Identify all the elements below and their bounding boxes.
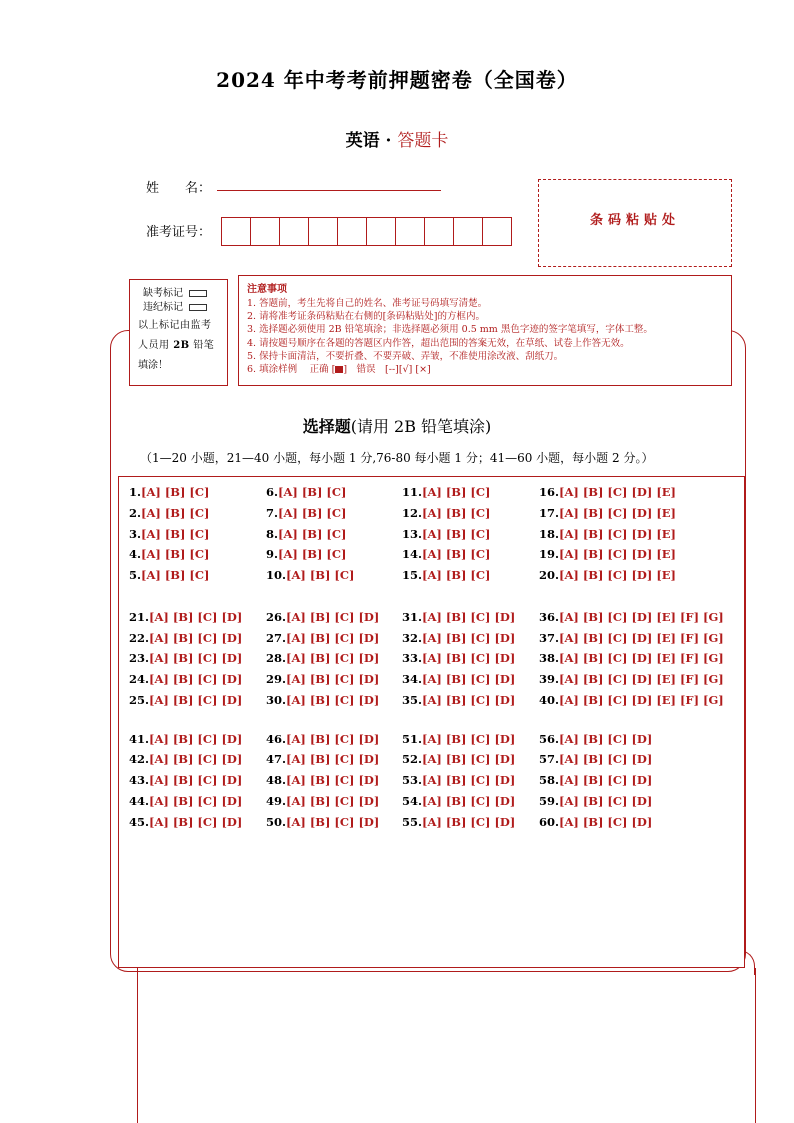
section-subtitle: （1—20 小题，21—40 小题，每小题 1 分,76-80 每小题 1 分；41—60 小题，每小题 2 分。）	[140, 451, 654, 465]
answer-options[interactable]: [A] [B] [C] [D]	[559, 815, 653, 829]
question-item[interactable]	[266, 631, 379, 645]
exam-id-box[interactable]	[395, 217, 425, 246]
note-item: 1. 答题前，考生先将自己的姓名、准考证号码填写清楚。	[247, 298, 488, 309]
answer-options[interactable]: [A] [B] [C] [D]	[286, 631, 380, 645]
question-number: 2.	[129, 506, 142, 520]
answer-options[interactable]: [A] [B] [C] [D]	[422, 672, 516, 686]
question-number: 17.	[539, 506, 560, 520]
question-item[interactable]	[402, 672, 515, 686]
answer-options[interactable]: [A] [B] [C] [D]	[149, 752, 243, 766]
question-number: 51.	[402, 732, 423, 746]
answer-options[interactable]: [A] [B] [C]	[141, 506, 210, 520]
notes-title: 注意事项	[247, 284, 287, 295]
question-item[interactable]	[129, 631, 242, 645]
question-item[interactable]	[539, 672, 724, 686]
answer-card-label: 答题卡	[397, 131, 449, 151]
question-item[interactable]	[539, 485, 676, 499]
answer-options[interactable]: [A] [B] [C]	[278, 547, 347, 561]
answer-options[interactable]: [A] [B] [C] [D]	[149, 651, 243, 665]
question-item[interactable]	[402, 631, 515, 645]
exam-id-box[interactable]	[337, 217, 367, 246]
violation-mark-box[interactable]	[189, 304, 207, 311]
answer-options[interactable]: [A] [B] [C]	[422, 568, 491, 582]
answer-options[interactable]: [A] [B] [C] [D] [E]	[559, 568, 676, 582]
exam-id-box[interactable]	[221, 217, 251, 246]
question-item[interactable]	[266, 506, 346, 520]
question-item[interactable]	[402, 732, 515, 746]
question-item[interactable]	[402, 506, 490, 520]
question-item[interactable]	[402, 485, 490, 499]
answer-options[interactable]: [A] [B] [C]	[141, 485, 210, 499]
question-item[interactable]	[129, 773, 242, 787]
question-number: 49.	[266, 794, 287, 808]
question-number: 38.	[539, 651, 560, 665]
violation-mark-label: 违纪标记	[143, 302, 183, 313]
question-item[interactable]	[266, 773, 379, 787]
question-number: 54.	[402, 794, 423, 808]
answer-options[interactable]: [A] [B] [C] [D] [E] [F] [G]	[559, 693, 724, 707]
question-number: 52.	[402, 752, 423, 766]
question-number: 26.	[266, 610, 287, 624]
question-item[interactable]	[266, 672, 379, 686]
answer-options[interactable]: [A] [B] [C] [D]	[559, 773, 653, 787]
subject-title	[0, 126, 794, 151]
question-number: 55.	[402, 815, 423, 829]
exam-id-box[interactable]	[424, 217, 454, 246]
question-item[interactable]	[402, 527, 490, 541]
question-item[interactable]	[402, 651, 515, 665]
question-item[interactable]	[129, 693, 242, 707]
answer-options[interactable]: [A] [B] [C] [D]	[286, 794, 380, 808]
question-number: 60.	[539, 815, 560, 829]
answer-options[interactable]: [A] [B] [C] [D] [E] [F] [G]	[559, 672, 724, 686]
question-item[interactable]	[402, 610, 515, 624]
answer-options[interactable]: [A] [B] [C] [D]	[422, 794, 516, 808]
question-item[interactable]	[129, 610, 242, 624]
question-item[interactable]	[266, 547, 346, 561]
question-item[interactable]	[129, 794, 242, 808]
question-item[interactable]	[129, 815, 242, 829]
question-number: 42.	[129, 752, 150, 766]
question-item[interactable]	[539, 527, 676, 541]
answer-options[interactable]: [A] [B] [C] [D]	[149, 815, 243, 829]
frame-line-left	[137, 968, 138, 1123]
answer-options[interactable]: [A] [B] [C]	[141, 568, 210, 582]
answer-options[interactable]: [A] [B] [C] [D]	[149, 773, 243, 787]
question-number: 24.	[129, 672, 150, 686]
question-item[interactable]	[539, 732, 652, 746]
answer-options[interactable]: [A] [B] [C]	[422, 547, 491, 561]
question-number: 12.	[402, 506, 423, 520]
question-item[interactable]	[129, 485, 209, 499]
question-number: 40.	[539, 693, 560, 707]
question-item[interactable]	[402, 547, 490, 561]
frame-line-right	[755, 968, 756, 1123]
mark-note-1: 以上标记由监考	[138, 320, 212, 331]
question-number: 23.	[129, 651, 150, 665]
question-number: 10.	[266, 568, 287, 582]
question-item[interactable]	[539, 631, 724, 645]
answer-options[interactable]: [A] [B] [C]	[422, 527, 491, 541]
answer-options[interactable]: [A] [B] [C] [D]	[559, 732, 653, 746]
answer-options[interactable]: [A] [B] [C] [D] [E] [F] [G]	[559, 631, 724, 645]
question-item[interactable]	[402, 773, 515, 787]
question-item[interactable]	[539, 610, 724, 624]
answer-options[interactable]: [A] [B] [C]	[278, 506, 347, 520]
question-number: 41.	[129, 732, 150, 746]
question-number: 39.	[539, 672, 560, 686]
question-item[interactable]	[266, 527, 346, 541]
answer-options[interactable]: [A] [B] [C] [D]	[422, 752, 516, 766]
answer-options[interactable]: [A] [B] [C] [D]	[559, 794, 653, 808]
question-number: 59.	[539, 794, 560, 808]
mark-note-2	[138, 336, 214, 351]
answer-options[interactable]: [A] [B] [C] [D]	[286, 815, 380, 829]
answer-options[interactable]: [A] [B] [C]	[278, 485, 347, 499]
exam-id-box[interactable]	[279, 217, 309, 246]
question-number: 58.	[539, 773, 560, 787]
answer-options[interactable]: [A] [B] [C] [D]	[422, 773, 516, 787]
question-item[interactable]	[402, 815, 515, 829]
answer-options[interactable]: [A] [B] [C] [D]	[149, 672, 243, 686]
answer-options[interactable]: [A] [B] [C]	[422, 485, 491, 499]
answer-options[interactable]: [A] [B] [C] [D]	[422, 732, 516, 746]
question-number: 37.	[539, 631, 560, 645]
question-item[interactable]	[129, 527, 209, 541]
question-number: 15.	[402, 568, 423, 582]
question-number: 36.	[539, 610, 560, 624]
note-item: 2. 请将准考证条码粘贴在右侧的[条码粘贴处]的方框内。	[247, 311, 485, 322]
answer-options[interactable]: [A] [B] [C] [D] [E] [F] [G]	[559, 651, 724, 665]
question-item[interactable]	[539, 651, 724, 665]
answer-options[interactable]: [A] [B] [C] [D]	[286, 651, 380, 665]
question-item[interactable]	[266, 485, 346, 499]
answer-options[interactable]: [A] [B] [C] [D]	[286, 773, 380, 787]
question-number: 43.	[129, 773, 150, 787]
question-number: 22.	[129, 631, 150, 645]
section-title	[0, 414, 794, 437]
question-item[interactable]	[266, 610, 379, 624]
question-item[interactable]	[539, 815, 652, 829]
question-item[interactable]	[266, 693, 379, 707]
question-item[interactable]	[129, 568, 209, 582]
question-number: 32.	[402, 631, 423, 645]
question-number: 8.	[266, 527, 279, 541]
question-number: 35.	[402, 693, 423, 707]
question-item[interactable]	[129, 506, 209, 520]
answer-options[interactable]: [A] [B] [C] [D]	[149, 693, 243, 707]
question-item[interactable]	[402, 794, 515, 808]
answer-options[interactable]: [A] [B] [C] [D]	[422, 631, 516, 645]
question-number: 4.	[129, 547, 142, 561]
question-number: 45.	[129, 815, 150, 829]
question-item[interactable]	[129, 547, 209, 561]
question-number: 34.	[402, 672, 423, 686]
question-number: 56.	[539, 732, 560, 746]
exam-id-box[interactable]	[453, 217, 483, 246]
question-number: 31.	[402, 610, 423, 624]
question-item[interactable]	[266, 568, 354, 582]
question-number: 3.	[129, 527, 142, 541]
question-number: 18.	[539, 527, 560, 541]
answer-options[interactable]: [A] [B] [C]	[278, 527, 347, 541]
violation-mark[interactable]	[143, 298, 207, 313]
question-number: 29.	[266, 672, 287, 686]
answer-options[interactable]: [A] [B] [C] [D]	[286, 610, 380, 624]
answer-options[interactable]: [A] [B] [C] [D]	[149, 631, 243, 645]
question-item[interactable]	[539, 794, 652, 808]
question-item[interactable]	[402, 568, 490, 582]
sample-wrong-label: ] 错误 [--][√] [×]	[343, 364, 431, 375]
question-number: 28.	[266, 651, 287, 665]
question-item[interactable]	[266, 815, 379, 829]
answer-options[interactable]: [A] [B] [C] [D] [E]	[559, 547, 676, 561]
answer-options[interactable]: [A] [B] [C] [D]	[422, 651, 516, 665]
question-item[interactable]	[539, 506, 676, 520]
question-item[interactable]	[402, 693, 515, 707]
answer-options[interactable]: [A] [B] [C]	[141, 527, 210, 541]
question-item[interactable]	[539, 547, 676, 561]
mark-note-2c: 铅笔	[189, 340, 215, 351]
mark-note-2a: 人员用	[138, 340, 174, 351]
question-number: 53.	[402, 773, 423, 787]
question-number: 33.	[402, 651, 423, 665]
answer-options[interactable]: [A] [B] [C] [D]	[422, 815, 516, 829]
question-number: 57.	[539, 752, 560, 766]
question-item[interactable]	[539, 752, 652, 766]
answer-options[interactable]: [A] [B] [C] [D] [E] [F] [G]	[559, 610, 724, 624]
exam-id-box[interactable]	[250, 217, 280, 246]
question-number: 25.	[129, 693, 150, 707]
exam-id-box[interactable]	[308, 217, 338, 246]
question-number: 21.	[129, 610, 150, 624]
mark-note-2b: 2B	[173, 340, 190, 351]
question-number: 27.	[266, 631, 287, 645]
question-item[interactable]	[129, 651, 242, 665]
answer-options[interactable]: [A] [B] [C]	[286, 568, 355, 582]
note-item: 3. 选择题必须使用 2B 铅笔填涂；非选择题必须用 0.5 mm 黑色字迹的签字笔填写，字体工整。	[247, 324, 653, 335]
absent-mark-box[interactable]	[189, 290, 207, 297]
exam-id-boxes[interactable]	[222, 217, 512, 246]
note-item: 4. 请按题号顺序在各题的答题区内作答，超出范围的答案无效，在草纸、试卷上作答无效。	[247, 338, 630, 349]
question-item[interactable]	[266, 651, 379, 665]
answer-options[interactable]: [A] [B] [C]	[141, 547, 210, 561]
answer-options[interactable]: [A] [B] [C] [D]	[149, 610, 243, 624]
question-item[interactable]	[129, 752, 242, 766]
question-number: 20.	[539, 568, 560, 582]
mark-note-3: 填涂！	[138, 360, 168, 371]
answer-options[interactable]: [A] [B] [C] [D]	[286, 672, 380, 686]
answer-options[interactable]: [A] [B] [C] [D]	[422, 610, 516, 624]
name-label: 姓 名：	[146, 181, 212, 196]
question-number: 5.	[129, 568, 142, 582]
answer-options[interactable]: [A] [B] [C] [D]	[149, 794, 243, 808]
note-item: 5. 保持卡面清洁，不要折叠、不要弄破、弄皱，不准使用涂改液、刮纸刀。	[247, 351, 564, 362]
subject-name: 英语 ·	[345, 131, 398, 151]
question-number: 50.	[266, 815, 287, 829]
question-number: 46.	[266, 732, 287, 746]
exam-id-box[interactable]	[482, 217, 512, 246]
answer-options[interactable]: [A] [B] [C]	[422, 506, 491, 520]
note-item-sample	[247, 361, 431, 375]
question-number: 6.	[266, 485, 279, 499]
question-item[interactable]	[129, 672, 242, 686]
question-item[interactable]	[539, 693, 724, 707]
answer-options[interactable]: [A] [B] [C] [D] [E]	[559, 527, 676, 541]
answer-options[interactable]: [A] [B] [C] [D]	[149, 732, 243, 746]
question-item[interactable]	[266, 794, 379, 808]
answer-options[interactable]: [A] [B] [C] [D]	[286, 732, 380, 746]
question-number: 13.	[402, 527, 423, 541]
question-number: 44.	[129, 794, 150, 808]
question-item[interactable]	[539, 773, 652, 787]
question-item[interactable]	[129, 732, 242, 746]
name-field[interactable]	[217, 190, 441, 191]
question-number: 48.	[266, 773, 287, 787]
question-number: 19.	[539, 547, 560, 561]
answer-options[interactable]: [A] [B] [C] [D] [E]	[559, 485, 676, 499]
question-number: 9.	[266, 547, 279, 561]
answer-options[interactable]: [A] [B] [C] [D] [E]	[559, 506, 676, 520]
absent-mark-label: 缺考标记	[143, 288, 183, 299]
question-item[interactable]	[266, 732, 379, 746]
answer-options[interactable]: [A] [B] [C] [D]	[559, 752, 653, 766]
section-title-main: 选择题	[302, 417, 351, 436]
question-number: 1.	[129, 485, 142, 499]
section-title-note: (请用 2B 铅笔填涂)	[350, 417, 492, 436]
sample-correct-label: 6. 填涂样例 正确 [	[247, 364, 336, 375]
answer-options[interactable]: [A] [B] [C] [D]	[286, 693, 380, 707]
question-number: 16.	[539, 485, 560, 499]
answer-options[interactable]: [A] [B] [C] [D]	[286, 752, 380, 766]
question-number: 11.	[402, 485, 423, 499]
barcode-label: 条码粘贴处	[589, 213, 680, 228]
question-item[interactable]	[402, 752, 515, 766]
question-item[interactable]	[539, 568, 676, 582]
answer-options[interactable]: [A] [B] [C] [D]	[422, 693, 516, 707]
absent-mark[interactable]	[143, 284, 207, 299]
question-number: 14.	[402, 547, 423, 561]
exam-id-label: 准考证号：	[146, 225, 212, 240]
page-title: 2024 年中考考前押题密卷（全国卷）	[216, 68, 578, 92]
question-item[interactable]	[266, 752, 379, 766]
question-number: 30.	[266, 693, 287, 707]
question-number: 47.	[266, 752, 287, 766]
exam-id-box[interactable]	[366, 217, 396, 246]
question-number: 7.	[266, 506, 279, 520]
